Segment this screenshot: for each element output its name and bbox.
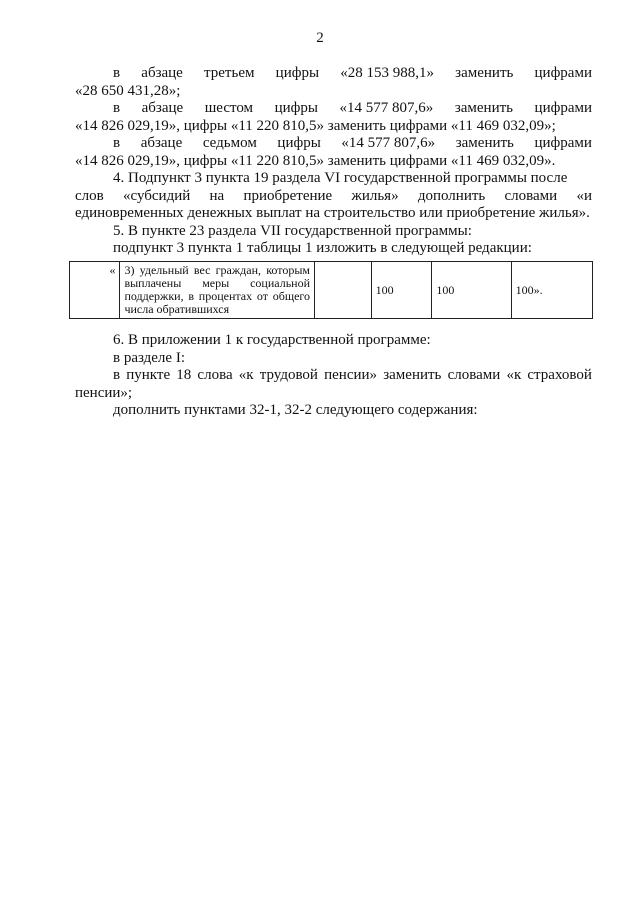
word: на: [209, 187, 225, 204]
word: цифрами: [534, 65, 592, 81]
word: жилья»: [351, 187, 399, 204]
word: словами: [447, 367, 501, 383]
paragraph-5-line-2: подпункт 3 пункта 1 таблицы 1 изложить в следующей редакции:: [113, 240, 532, 256]
paragraph-1-line-2: «28 650 431,28»;: [75, 82, 181, 99]
paragraph-2-line-1: [75, 100, 592, 118]
paragraph-4-line-1: 4. Подпункт 3 пункта 19 раздела VI государственной программы после: [113, 170, 568, 186]
word: «14 577 807,6»: [341, 135, 436, 151]
word: страховой: [527, 367, 592, 383]
word: шестом: [204, 100, 254, 116]
word: приобретение: [243, 187, 333, 204]
paragraph-6-heading: 6. В приложении 1 к государственной программе:: [113, 332, 431, 348]
paragraph-4-line-3: единовременных денежных выплат на строительство или приобретение жилья».: [75, 205, 590, 221]
word: цифры: [275, 65, 320, 81]
word: в: [113, 65, 121, 81]
paragraph-1-line-1: [75, 65, 592, 83]
table-cell-open-quote: «: [70, 262, 120, 319]
paragraph-5-line-1: 5. В пункте 23 раздела VII государственной программы:: [113, 222, 472, 239]
word: 18: [176, 367, 192, 383]
word: абзаце: [141, 65, 183, 81]
word: «к: [506, 367, 522, 383]
table-row: [70, 262, 593, 319]
word: цифрами: [534, 100, 592, 116]
table-cell-indicator: 3) удельный вес граждан, которым выплачены меры социальной поддержки, в процентах от общего числа обратившихся: [120, 262, 315, 319]
paragraph-6-add: дополнить пунктами 32-1, 32-2 следующего содержания:: [113, 402, 478, 418]
paragraph-6-section: в разделе I:: [113, 349, 185, 366]
word: пункте: [126, 367, 171, 383]
word: трудовой: [259, 367, 318, 383]
word: «14 577 807,6»: [339, 100, 434, 116]
word: «к: [238, 367, 254, 383]
word: в: [113, 100, 121, 116]
paragraph-2-line-2: «14 826 029,19», цифры «11 220 810,5» заменить цифрами «11 469 032,09»;: [75, 117, 556, 134]
word: пенсии»: [324, 367, 378, 383]
paragraph-3-line-2: «14 826 029,19», цифры «11 220 810,5» заменить цифрами «11 469 032,09».: [75, 152, 556, 169]
word: заменить: [454, 100, 513, 116]
paragraph-4-line-2: [75, 188, 592, 206]
word: «28 153 988,1»: [340, 65, 434, 81]
paragraph-6-item-line-2: пенсии»;: [75, 384, 133, 401]
word: седьмом: [202, 135, 257, 151]
paragraph-3-line-1: [75, 135, 592, 153]
word: дополнить: [417, 187, 486, 204]
word: слова: [197, 367, 233, 383]
document-body: [75, 65, 592, 258]
page-number: 2: [316, 30, 324, 46]
table-cell-value-3: 100».: [511, 262, 592, 319]
word: заменить: [455, 135, 514, 151]
word: цифрами: [534, 135, 592, 151]
amendment-table: [69, 261, 593, 319]
table-cell-value-2: 100: [432, 262, 511, 319]
word: цифры: [277, 135, 321, 151]
paragraph-6-item-line-1: [75, 367, 592, 385]
table-cell-empty: [315, 262, 372, 319]
word: словами: [504, 187, 558, 204]
table-cell-value-1: 100: [371, 262, 432, 319]
word: абзаце: [140, 135, 183, 151]
word: абзаце: [141, 100, 184, 116]
word: в: [113, 135, 121, 151]
word: «и: [576, 187, 592, 204]
word: слов: [75, 187, 104, 204]
word: «субсидий: [122, 187, 191, 204]
document-body-continued: [75, 332, 592, 420]
word: заменить: [455, 65, 514, 81]
word: заменить: [383, 367, 442, 383]
word: в: [113, 367, 121, 383]
word: цифры: [274, 100, 318, 116]
word: третьем: [204, 65, 255, 81]
